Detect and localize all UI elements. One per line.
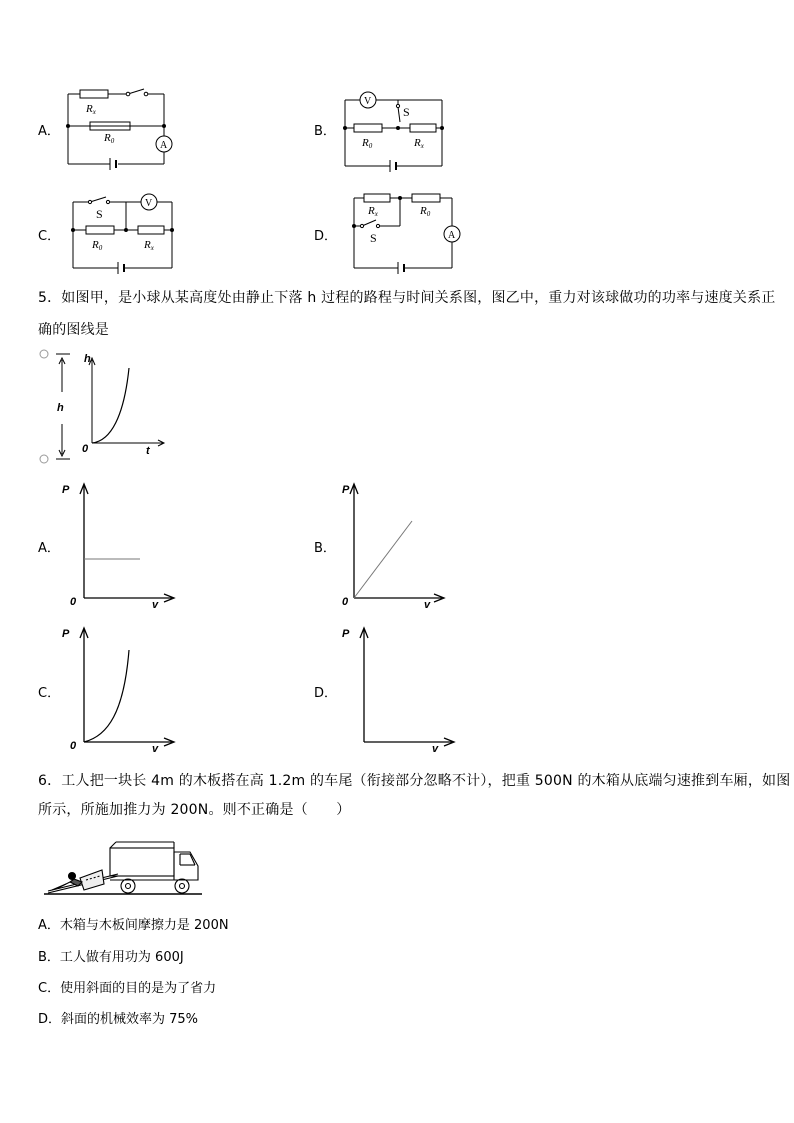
- svg-text:P: P: [342, 484, 350, 496]
- svg-text:v: v: [152, 743, 159, 755]
- resistor-rx-c: [138, 226, 164, 234]
- svg-text:Rx: Rx: [144, 239, 154, 252]
- q4-option-c-label: C．: [38, 229, 61, 244]
- svg-text:V: V: [364, 96, 372, 107]
- svg-text:Rx: Rx: [414, 137, 424, 150]
- q5-graph-b: [330, 478, 450, 611]
- fig-origin: 0: [82, 443, 89, 455]
- q6-option-a: A．木箱与木板间摩擦力是 200N: [38, 918, 229, 933]
- q6-option-d: D．斜面的机械效率为 75%: [38, 1012, 199, 1027]
- svg-text:A: A: [160, 140, 168, 151]
- svg-text:R0: R0: [420, 205, 431, 218]
- q4-circuit-a: [60, 88, 190, 173]
- q4-option-b-label: B．: [314, 124, 336, 139]
- q5-fig-fall: [36, 346, 176, 466]
- resistor-rx-b: [410, 124, 436, 132]
- svg-text:S: S: [403, 105, 410, 119]
- svg-text:R0: R0: [104, 132, 115, 145]
- svg-text:V: V: [145, 198, 153, 209]
- svg-text:0: 0: [70, 740, 77, 752]
- q5-graph-c: [60, 622, 180, 755]
- svg-text:Rx: Rx: [86, 103, 96, 116]
- resistor-rx-a: [80, 90, 108, 98]
- switch-d: [362, 220, 376, 226]
- svg-text:v: v: [424, 599, 431, 611]
- svg-text:R0: R0: [362, 137, 373, 150]
- fig-h-label: h: [57, 402, 64, 414]
- q6-option-b: B．工人做有用功为 600J: [38, 950, 184, 965]
- svg-text:v: v: [152, 599, 159, 611]
- truck-ramp-illustration: [44, 838, 204, 898]
- resistor-r0-d: [412, 194, 440, 202]
- q4-option-a-label: A．: [38, 124, 60, 139]
- svg-text:P: P: [62, 484, 70, 496]
- svg-text:S: S: [370, 231, 377, 245]
- q5-graph-d: [340, 622, 460, 755]
- q5-graph-a: [60, 478, 180, 611]
- q4-circuit-b: [340, 90, 460, 175]
- q4-circuit-d: [348, 192, 468, 277]
- q5-option-b-label: B．: [314, 541, 336, 556]
- q6-option-c: C．使用斜面的目的是为了省力: [38, 981, 217, 996]
- switch-b: [398, 107, 400, 122]
- svg-text:v: v: [432, 743, 439, 755]
- switch-a: [128, 89, 144, 94]
- q4-circuit-c: [66, 192, 186, 277]
- q4-option-d-label: D．: [314, 229, 338, 244]
- svg-text:S: S: [96, 207, 103, 221]
- svg-text:P: P: [342, 628, 350, 640]
- svg-text:R0: R0: [92, 239, 103, 252]
- q5-option-d-label: D．: [314, 686, 338, 701]
- resistor-r0-b: [354, 124, 382, 132]
- fig-y-axis: h: [84, 353, 91, 365]
- fig-x-axis: t: [146, 445, 150, 457]
- svg-text:0: 0: [342, 596, 349, 608]
- svg-text:0: 0: [70, 596, 77, 608]
- svg-text:A: A: [448, 230, 456, 241]
- resistor-rx-d: [364, 194, 390, 202]
- resistor-r0-c: [86, 226, 114, 234]
- svg-text:P: P: [62, 628, 70, 640]
- q5-option-c-label: C．: [38, 686, 61, 701]
- q6-text-line2: 所示，所施加推力为 200N。则不正确是（ ）: [38, 802, 351, 818]
- q5-option-a-label: A．: [38, 541, 60, 556]
- svg-text:Rx: Rx: [368, 205, 378, 218]
- switch-c: [90, 197, 106, 202]
- q6-text-line1: 6．工人把一块长 4m 的木板搭在高 1.2m 的车尾（衔接部分忽略不计），把重 500N 的木箱从底端匀速推到车厢，如图: [38, 773, 791, 789]
- q5-text-line1: 5．如图甲，是小球从某高度处由静止下落 h 过程的路程与时间关系图，图乙中，重力对该球做功的功率与速度关系正: [38, 290, 776, 306]
- q5-text-line2: 确的图线是: [38, 322, 109, 338]
